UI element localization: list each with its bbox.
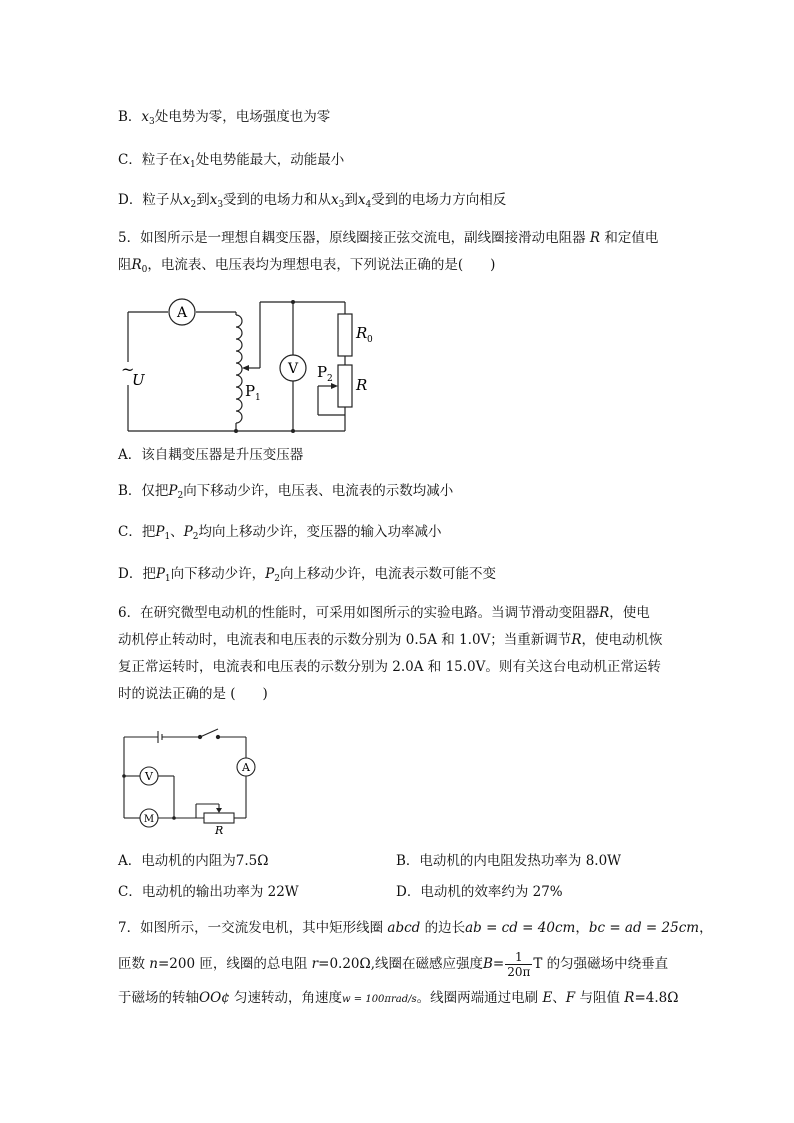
- q7-stem-line3: 于磁场的转轴OO¢ 匀速转动，角速度w = 100πrad/s。线圈两端通过电刷 E、F 与阻值 R=4.8Ω: [118, 990, 679, 1006]
- q6-stem-line2: 动机停止转动时，电流表和电压表的示数分别为 0.5A 和 1.0V；当重新调节R，使电动机恢: [118, 632, 663, 648]
- magnetic-field-fraction: $\frac{1}{20\pi}$: [507, 950, 531, 979]
- autotransformer-circuit-figure: [118, 293, 380, 441]
- q5-option-c: C．把$P_1$、$P_2$均向上移动少许，变压器的输入功率减小: [118, 524, 442, 542]
- svg-text:A: A: [242, 761, 250, 774]
- svg-text:P: P: [317, 363, 328, 381]
- q4-option-b: B．$x_3$处电势为零，电场强度也为零: [118, 109, 331, 127]
- q6-option-a: A．电动机的内阻为7.5Ω: [118, 853, 269, 869]
- svg-text:R: R: [356, 376, 368, 394]
- svg-text:0: 0: [367, 335, 373, 345]
- q6-option-d: D．电动机的效率约为 27%: [396, 884, 563, 900]
- svg-text:V: V: [287, 361, 299, 377]
- svg-text:2: 2: [327, 374, 333, 384]
- q5-stem-line2: 阻$R_0$，电流表、电压表均为理想电表，下列说法正确的是( ): [118, 257, 496, 275]
- q5-stem-line1: 5．如图所示是一理想自耦变压器，原线圈接正弦交流电，副线圈接滑动电阻器 R 和定值电: [118, 230, 659, 246]
- svg-text:U: U: [132, 371, 145, 389]
- svg-text:R: R: [215, 824, 224, 836]
- motor-circuit-figure: [118, 724, 264, 836]
- svg-text:P: P: [245, 382, 256, 400]
- q4-option-c: C．粒子在$x_1$处电势能最大，动能最小: [118, 152, 345, 170]
- q5-option-d: D．把$P_1$向下移动少许，$P_2$向上移动少许，电流表示数可能不变: [118, 566, 496, 584]
- q4-option-d: D．粒子从$x_2$到$x_3$受到的电场力和从$x_3$到$x_4$受到的电场力方向相反: [118, 192, 507, 210]
- q5-option-b: B．仅把$P_2$向下移动少许，电压表、电流表的示数均减小: [118, 483, 454, 501]
- svg-text:~: ~: [121, 360, 135, 379]
- q6-stem-line3: 复正常运转时，电流表和电压表的示数分别为 2.0A 和 15.0V。则有关这台电动机正常运转: [118, 659, 661, 675]
- q5-option-a: A．该自耦变压器是升压变压器: [118, 447, 304, 463]
- svg-text:V: V: [145, 770, 153, 783]
- svg-text:1: 1: [255, 393, 261, 403]
- q7-stem-line2: 匝数 n=200 匝，线圈的总电阻 r=0.20Ω,线圈在磁感应强度B= $\frac{1}{20\pi}$ T 的匀强磁场中绕垂直: [118, 950, 669, 979]
- svg-text:A: A: [176, 305, 188, 321]
- q6-stem-line4: 时的说法正确的是 ( ): [118, 686, 268, 702]
- q7-stem-line1: 7．如图所示，一交流发电机，其中矩形线圈 abcd 的边长ab = cd = 40cm，bc = ad = 25cm，: [118, 920, 713, 936]
- q6-option-c: C．电动机的输出功率为 22W: [118, 884, 299, 900]
- svg-text:R: R: [356, 324, 368, 342]
- q6-stem-line1: 6．在研究微型电动机的性能时，可采用如图所示的实验电路。当调节滑动变阻器R，使电: [118, 605, 650, 621]
- svg-text:M: M: [143, 814, 155, 825]
- q6-option-b: B．电动机的内电阻发热功率为 8.0W: [396, 853, 622, 869]
